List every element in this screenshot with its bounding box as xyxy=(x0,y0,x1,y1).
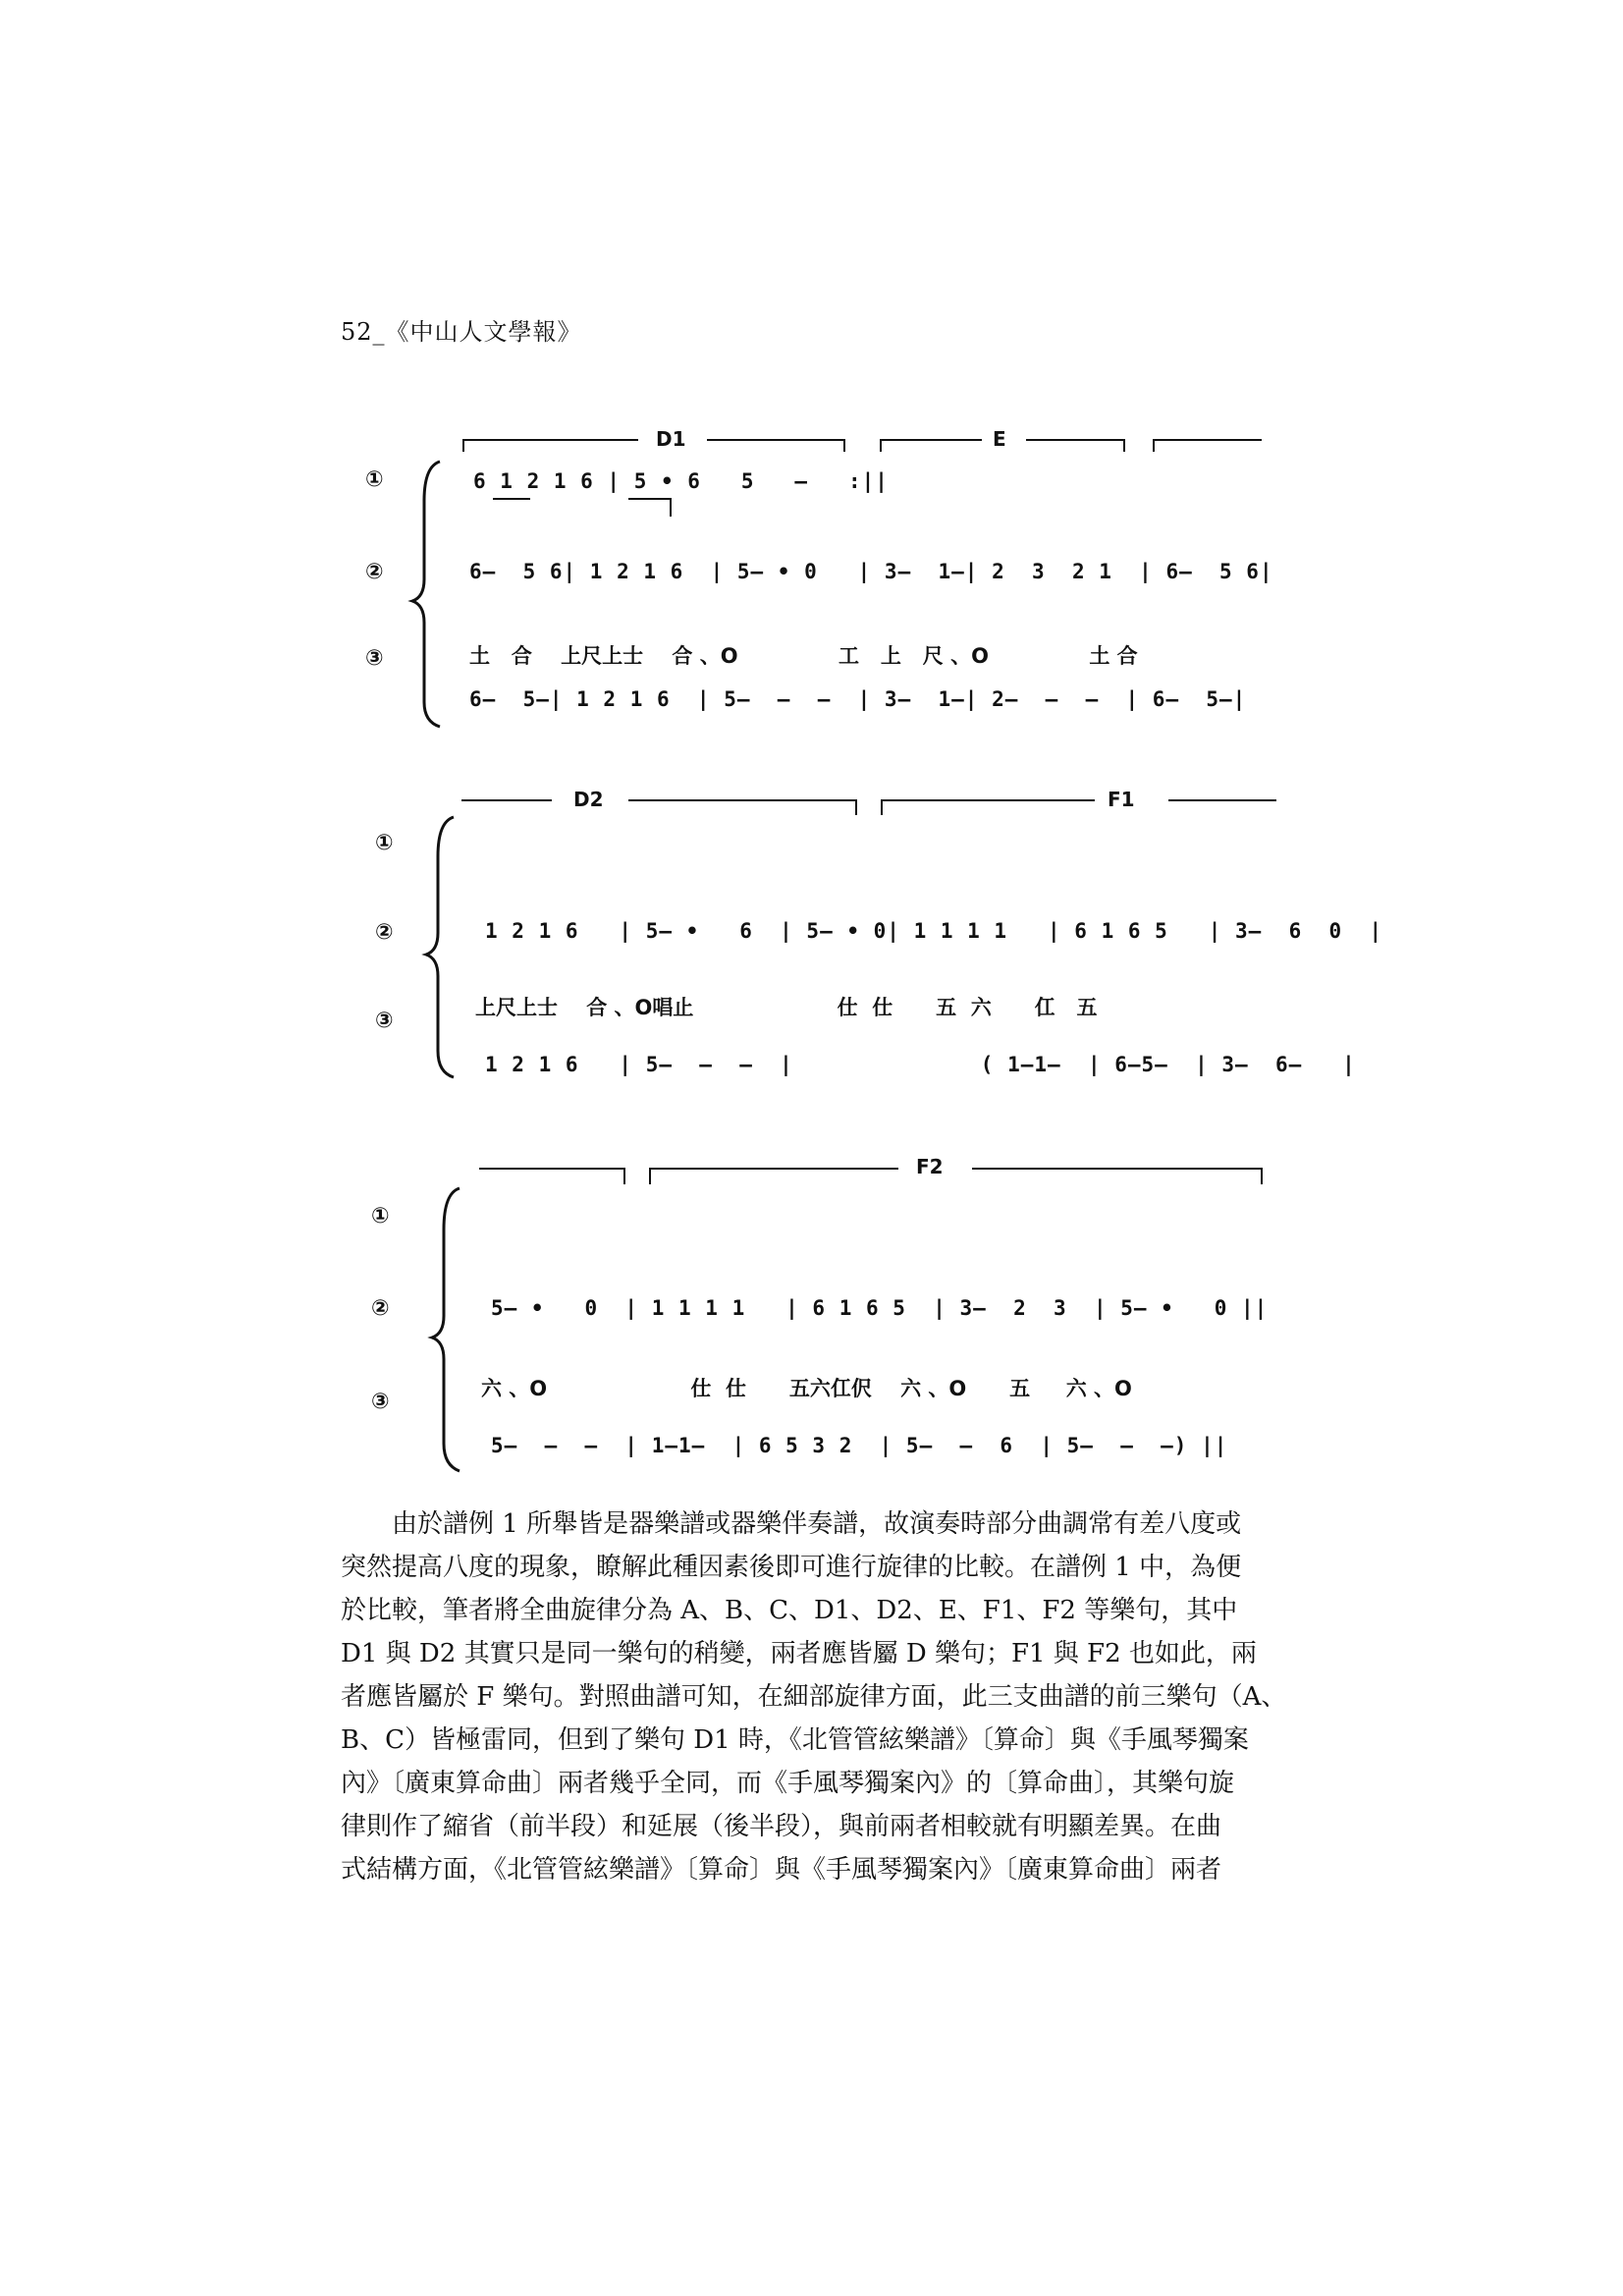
body-line-8: 律則作了縮省（前半段）和延展（後半段），與前兩者相較就有明顯差異。在曲 xyxy=(341,1812,1222,1841)
body-line-2: 突然提高八度的現象，瞭解此種因素後即可進行旋律的比較。在譜例 1 中，為便 xyxy=(341,1553,1242,1582)
part-2-notes: 1 2 1 6 | 5— • 6 | 5— • 0| 1 1 1 1 | 6 1 6 5 | 3— 6 0 | xyxy=(485,919,1383,943)
score-system-3 xyxy=(0,1149,1623,1488)
part-3-gongche-words: 上尺上士 合 、O唱止 仕 仕 五 六 仜 五 xyxy=(475,996,1098,1019)
body-line-6: B、C）皆極雷同，但到了樂句 D1 時，《北管管絃樂譜》〔算命〕與《手風琴獨案 xyxy=(341,1725,1249,1755)
part-marker-2: ② xyxy=(365,560,384,584)
score-system-2 xyxy=(0,786,1623,1090)
body-line-3: 於比較，筆者將全曲旋律分為 A、B、C、D1、D2、E、F1、F2 等樂句，其中 xyxy=(341,1596,1238,1625)
part-3-notes: 5— — — | 1—1— | 6 5 3 2 | 5— — 6 | 5— — —) || xyxy=(491,1434,1228,1457)
body-line-7: 內》〔廣東算命曲〕兩者幾乎全同，而《手風琴獨案內》的〔算命曲〕，其樂句旋 xyxy=(341,1769,1235,1798)
body-line-5: 者應皆屬於 F 樂句。對照曲譜可知，在細部旋律方面，此三支曲譜的前三樂句（A、 xyxy=(341,1682,1287,1712)
part-marker-1: ① xyxy=(375,831,394,855)
journal-title: _《中山人文學報》 xyxy=(372,318,582,346)
part-marker-3: ③ xyxy=(375,1009,394,1033)
part-3-gongche-words: 土 合 上尺上士 合 、O 工 上 尺 、O 土 合 xyxy=(469,644,1138,668)
section-label-d1: D1 xyxy=(648,427,694,451)
section-label-f2: F2 xyxy=(908,1155,951,1178)
body-line-9: 式結構方面，《北管管絃樂譜》〔算命〕與《手風琴獨案內》〔廣東算命曲〕兩者 xyxy=(341,1855,1222,1885)
part-3-notes: 6— 5—| 1 2 1 6 | 5— — — | 3— 1—| 2— — — | 6— 5—| xyxy=(469,687,1247,711)
part-marker-3: ③ xyxy=(365,646,384,671)
section-label-e: E xyxy=(985,427,1014,451)
part-marker-1: ① xyxy=(371,1204,390,1229)
part-marker-2: ② xyxy=(371,1296,390,1321)
section-label-f1: F1 xyxy=(1100,788,1143,811)
score-system-1 xyxy=(0,422,1623,737)
body-paragraph xyxy=(341,1503,1303,1891)
body-line-1: 由於譜例 1 所舉皆是器樂譜或器樂伴奏譜，故演奏時部分曲調常有差八度或 xyxy=(392,1509,1242,1539)
part-2-notes: 6— 5 6| 1 2 1 6 | 5— • 0 | 3— 1—| 2 3 2 1 | 6— 5 6| xyxy=(469,560,1273,583)
page-number: 52 xyxy=(341,318,373,346)
part-marker-3: ③ xyxy=(371,1390,390,1414)
part-3-gongche-words: 六 、O 仕 仕 五六仜伬 六 、O 五 六 、O xyxy=(481,1377,1132,1400)
part-2-notes: 5— • 0 | 1 1 1 1 | 6 1 6 5 | 3— 2 3 | 5— • 0 || xyxy=(491,1296,1269,1320)
part-marker-1: ① xyxy=(365,467,384,492)
part-1-notes: 6 1 2 1 6 | 5 • 6 5 — :|| xyxy=(473,469,889,493)
part-3-notes: 1 2 1 6 | 5— — — | ( 1—1— | 6—5— | 3— 6— | xyxy=(485,1053,1356,1076)
section-label-d2: D2 xyxy=(566,788,612,811)
page-header xyxy=(341,312,582,347)
body-line-4: D1 與 D2 其實只是同一樂句的稍變，兩者應皆屬 D 樂句；F1 與 F2 也如此，兩 xyxy=(341,1639,1257,1668)
part-marker-2: ② xyxy=(375,920,394,945)
